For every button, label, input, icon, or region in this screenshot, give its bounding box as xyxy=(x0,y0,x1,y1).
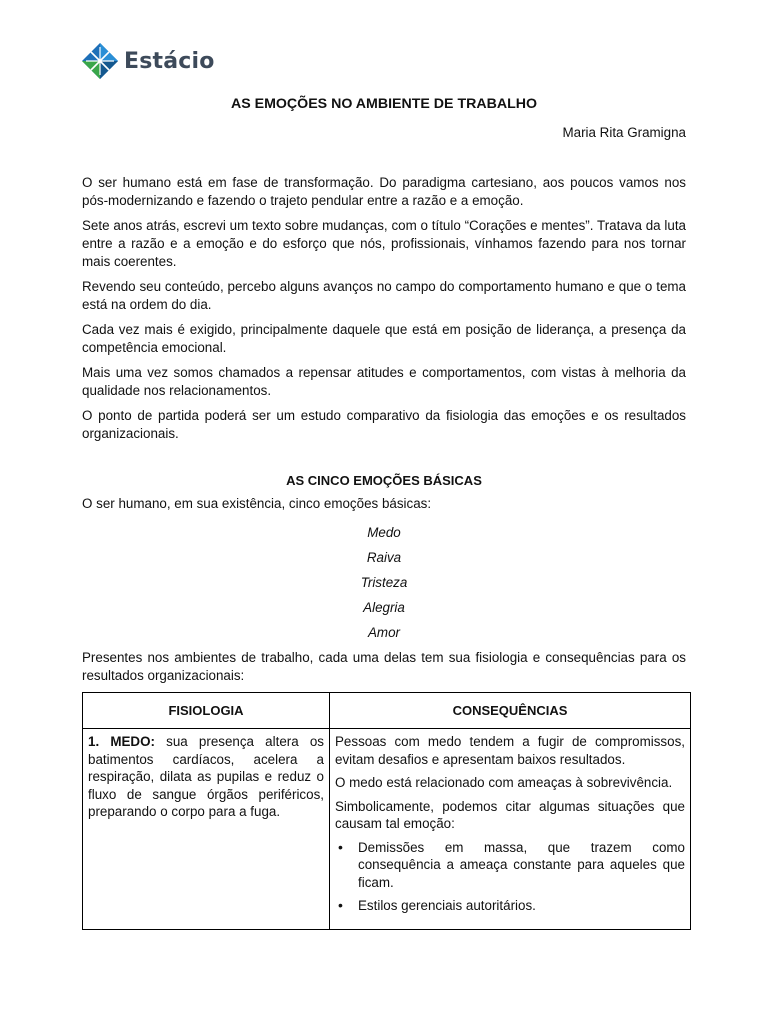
cell-fisiologia xyxy=(83,729,330,930)
paragraph: Cada vez mais é exigido, principalmente daquele que está em posição de liderança, a presença da competência emocional. xyxy=(82,322,686,355)
fisiologia-text xyxy=(88,733,324,821)
bullet-item: • Demissões em massa, que trazem como consequência a ameaça constante para aqueles que ficam. xyxy=(335,839,685,892)
emotions-table xyxy=(82,692,691,930)
section-intro: O ser humano, em sua existência, cinco emoções básicas: xyxy=(82,496,432,511)
brand-name: Estácio xyxy=(124,48,215,74)
estacio-logo-icon xyxy=(82,43,118,79)
emotion-item: Tristeza xyxy=(360,575,408,590)
table-header-row xyxy=(83,693,691,729)
cell-consequencias xyxy=(330,729,691,930)
paragraph: Revendo seu conteúdo, percebo alguns avanços no campo do comportamento humano e que o tema está na ordem do dia. xyxy=(82,279,686,312)
emotion-item: Amor xyxy=(368,625,400,640)
table-row xyxy=(83,729,691,930)
consequence-paragraph: Simbolicamente, podemos citar algumas situações que causam tal emoção: xyxy=(335,798,685,831)
paragraph: Mais uma vez somos chamados a repensar atitudes e comportamentos, com vistas à melhoria da qualidade nos relacionamentos. xyxy=(82,365,686,398)
section-title: AS CINCO EMOÇÕES BÁSICAS xyxy=(286,473,482,488)
header-consequencias: CONSEQUÊNCIAS xyxy=(330,693,691,729)
emotion-lead: 1. MEDO: xyxy=(88,734,155,749)
paragraph: Sete anos atrás, escrevi um texto sobre mudanças, com o título “Corações e mentes”. Tratava da luta entre a razão e a emoção e do esforço que nós, profissionais, vínhamos fazendo para nos tornar mais coerentes. xyxy=(82,218,686,269)
bullet-item: • Estilos gerenciais autoritários. xyxy=(335,897,685,915)
emotion-item: Raiva xyxy=(366,550,402,565)
emotions-list xyxy=(82,520,686,645)
consequence-paragraph: O medo está relacionado com ameaças à sobrevivência. xyxy=(335,775,673,790)
consequence-bullets xyxy=(335,839,685,915)
document-title: AS EMOÇÕES NO AMBIENTE DE TRABALHO xyxy=(230,96,538,112)
consequence-paragraph: Pessoas com medo tendem a fugir de compromissos, evitam desafios e apresentam baixos resultados. xyxy=(335,734,685,767)
document-body xyxy=(82,174,686,930)
paragraph: O ponto de partida poderá ser um estudo comparativo da fisiologia das emoções e os resultados organizacionais. xyxy=(82,408,686,441)
after-list-paragraph: Presentes nos ambientes de trabalho, cada uma delas tem sua fisiologia e consequências para os resultados organizacionais: xyxy=(82,650,686,683)
fisiologia-description: sua presença altera os batimentos cardíacos, acelera a respiração, dilata as pupilas e reduz o fluxo de sangue órgãos periféricos, preparando o corpo para a fuga. xyxy=(88,734,324,819)
header-fisiologia: FISIOLOGIA xyxy=(83,693,330,729)
document-author: Maria Rita Gramigna xyxy=(562,125,686,140)
paragraph: O ser humano está em fase de transformação. Do paradigma cartesiano, aos poucos vamos nos pós-modernizando e fazendo o trajeto pendular entre a razão e a emoção. xyxy=(82,175,686,208)
brand-logo xyxy=(82,41,215,81)
emotion-item: Medo xyxy=(367,525,401,540)
emotion-item: Alegria xyxy=(363,600,405,615)
